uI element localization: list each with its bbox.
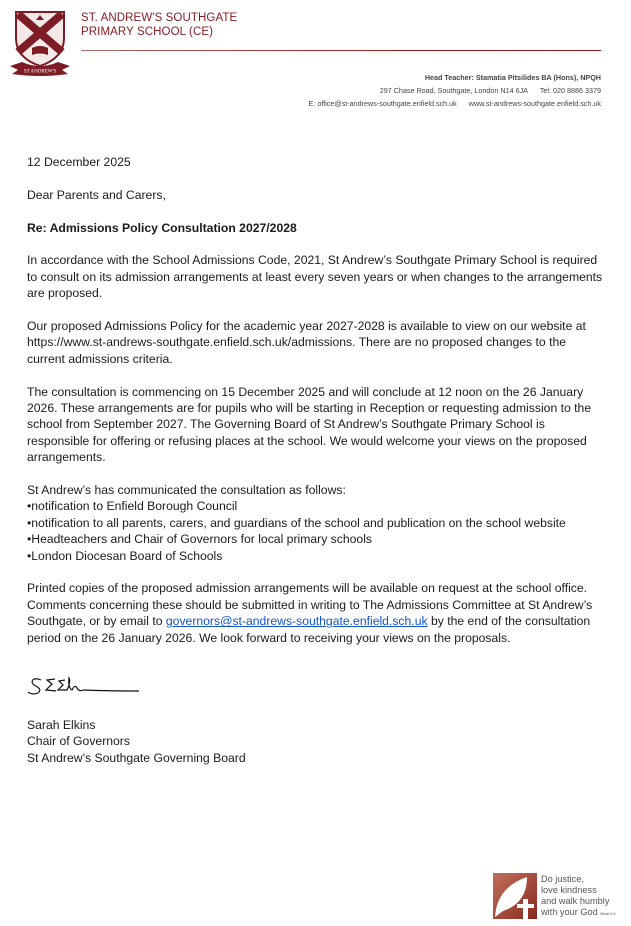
motto-text: Do justice, love kindness and walk humbly with your God Micah 6:8 [541,874,616,917]
list-item: • London Diocesan Board of Schools [27,548,607,564]
letter-body [27,154,607,662]
footer-motto-logo [493,873,623,919]
communication-list [27,498,607,564]
web-line [309,97,601,110]
svg-text:ST ANDREW'S: ST ANDREW'S [23,69,57,75]
communication-list-intro: St Andrew’s has communicated the consultation as follows: [27,483,346,498]
school-crest-logo [8,8,72,76]
governors-email-link[interactable]: governors@st-andrews-southgate.enfield.sch.uk [165,614,428,629]
head-teacher-label: Head Teacher: [424,73,474,82]
list-item: • Headteachers and Chair of Governors for local primary schools [27,531,607,547]
paragraph-proposed-policy: Our proposed Admissions Policy for the academic year 2027-2028 is available to view on our website at https://www.st-andrews-southgate.enfield.sch.uk/admissions. There are no proposed changes to the current admissions criteria. [27,319,586,366]
school-email: E: office@st-andrews-southgate.enfield.sch.uk [308,99,457,108]
leaf-cross-icon [493,873,537,919]
header-divider [81,50,601,51]
signoff-block [27,717,246,766]
contact-block [309,71,601,110]
signatory-title: Chair of Governors [27,734,130,749]
paragraph-admissions-code: In accordance with the School Admissions Code, 2021, St Andrew’s Southgate Primary School is required to consult on its admission arrangements at least every seven years or when changes to the arrangements are proposed. [27,253,603,301]
school-website: www.st-andrews-southgate.enfield.sch.uk [468,99,601,108]
letter-subject: Re: Admissions Policy Consultation 2027/2028 [27,220,297,235]
signatory-organisation: St Andrew’s Southgate Governing Board [27,750,246,765]
scripture-reference: Micah 6:8 [600,912,616,916]
letter-date: 12 December 2025 [27,155,131,169]
signature [27,674,142,700]
school-name [81,11,237,39]
list-item: • notification to all parents, carers, and guardians of the school and publication on the school website [27,515,607,531]
school-name-line1: ST. ANDREW'S SOUTHGATE [81,12,238,24]
signatory-name: Sarah Elkins [27,718,96,732]
school-phone: Tel: 020 8886 3379 [539,86,601,95]
salutation: Dear Parents and Carers, [27,187,166,202]
head-teacher-name: Stamatia Pitsilides BA (Hons), NPQH [475,73,601,82]
paragraph-consultation-dates: The consultation is commencing on 15 December 2025 and will conclude at 12 noon on the 26 January 2026. These arrangements are for pupils who will be starting in Reception or requesting admission to the school from September 2027. The Governing Board of St Andrew’s Southgate Primary School is responsible for offering or refusing places at the school. We would welcome your views on the proposed arrangements. [27,384,592,465]
paragraph-printed-copies: Printed copies of the proposed admission arrangements will be available on request at the school office. Comments concerning these should be submitted in writing to The Admissions Committee at St Andrew’s Southgate, or by email to governors@st-andrews-southgate.enfield.sch.uk by the end of the consultation period on the 26 January 2026. We look forward to receiving your views on the proposals. [27,581,593,645]
head-teacher-line [309,71,601,84]
list-item: • notification to Enfield Borough Council [27,498,607,514]
school-name-line2: PRIMARY SCHOOL (CE) [81,26,214,38]
address-line [309,84,601,97]
school-address: 297 Chase Road, Southgate, London N14 6JA [379,86,528,95]
